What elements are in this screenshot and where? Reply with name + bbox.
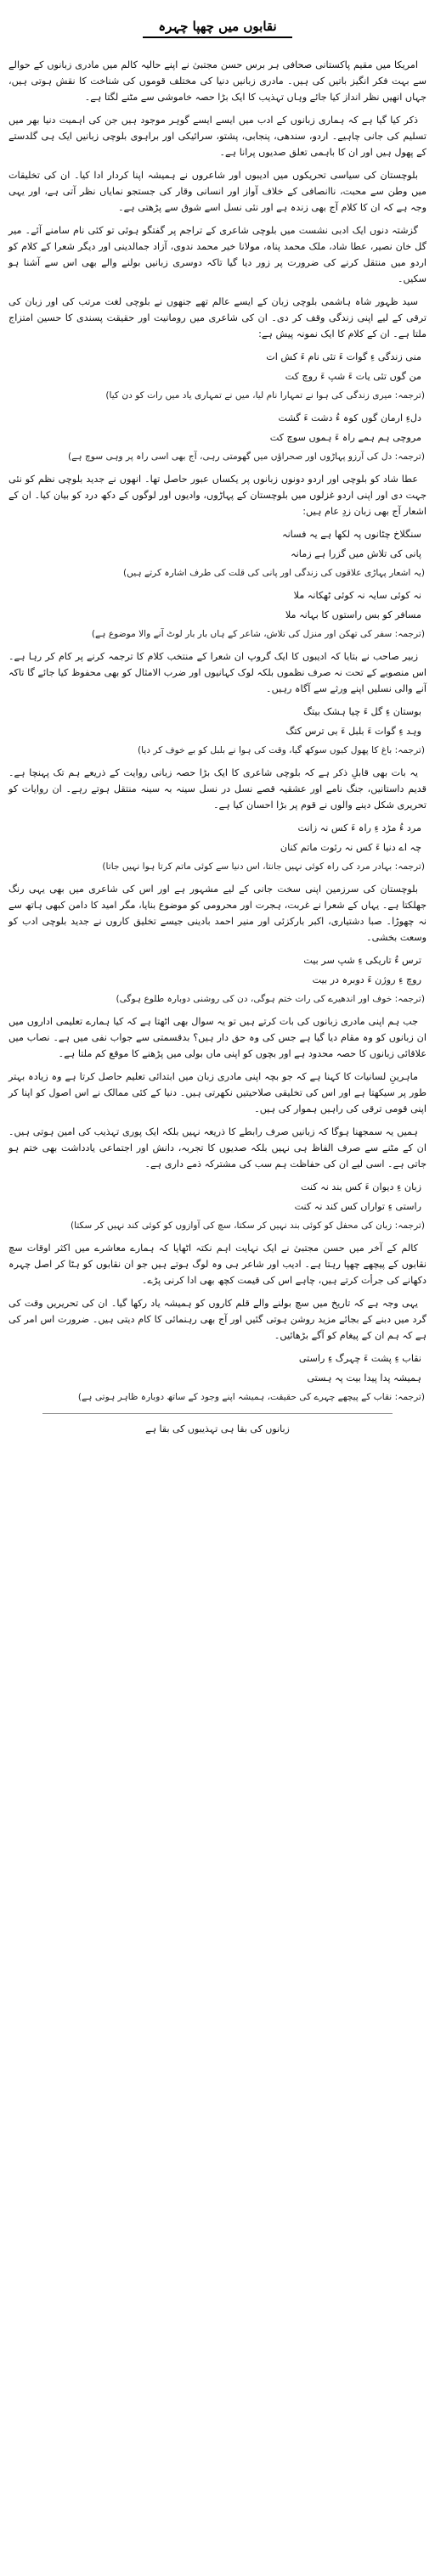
verse-translation: (ترجمہ: میری زندگی کی ہوا نے تمہارا نام لیا، میں نے تمہاری یاد میں رات کو دن کیا) — [105, 390, 425, 401]
closing-divider — [42, 1413, 393, 1414]
poem-verse: بوستان ءِ گل ءَ چیا ہشک بیتگ — [302, 706, 421, 718]
poem-verse: دلءِ ارمان گوں کوہ ءُ دشت ءَ گشت — [278, 412, 421, 424]
verse-translation: (ترجمہ: سفر کی تھکن اور منزل کی تلاش، شاعر کے ہاں بار بار لوٹ آنے والا موضوع ہے) — [91, 629, 425, 640]
poem-verse: زبان ءِ دیوان ءَ کس بند نہ کنت — [300, 1181, 421, 1193]
poem-verse: مسافر کو بس راستوں کا بہانہ ملا — [285, 609, 421, 621]
article-paragraph: بلوچستان کی سرزمین اپنی سخت جانی کے لیے مشہور ہے اور اس کی شاعری میں بھی یہی رنگ جھلکتا ہے۔ یہاں کے شعرا نے غربت، ہجرت اور محرومی کو موضوع بنایا، مگر امید کا دامن کبھی ہاتھ سے نہ چھوڑا۔ صبا دشتیاری، اکبر بارکزئی اور منیر احمد بادینی جیسے تخلیق کاروں نے جدید بلوچی ادب کو وسعت بخشی۔ — [8, 884, 427, 944]
poem-verse: نقاب ءِ پشت ءَ چہرگ ءِ راستی — [298, 1353, 421, 1365]
poem-verse: روچ ءِ روژن ءَ دوبرہ در بیت — [312, 974, 421, 986]
verse-translation: (یہ اشعار پہاڑی علاقوں کی زندگی اور پانی کی قلت کی طرف اشارہ کرتے ہیں) — [123, 568, 425, 579]
article-body — [8, 57, 427, 1405]
article-paragraph: یہی وجہ ہے کہ تاریخ میں سچ بولنے والے قلم کاروں کو ہمیشہ یاد رکھا گیا۔ ان کی تحریریں وقت کی گرد میں دبنے کے بجائے مزید روشن ہوتی گئیں اور آج بھی رہنمائی کا کام دیتی ہیں۔ ضرورت اس امر کی ہے کہ ہم ان کے پیغام کو آگے بڑھائیں۔ — [8, 1298, 427, 1342]
poem-verse: منی زندگی ءِ گوات ءَ تئی نام ءَ کش ات — [266, 351, 421, 363]
closing-line: زبانوں کی بقا ہی تہذیبوں کی بقا ہے — [145, 1423, 290, 1435]
verse-translation: (ترجمہ: زبان کی محفل کو کوئی بند نہیں کر سکتا، سچ کی آوازوں کو کوئی کند نہیں کر سکتا) — [70, 1221, 425, 1232]
article-paragraph: زبیر صاحب نے بتایا کہ ادیبوں کا ایک گروپ ان شعرا کے منتخب کلام کا ترجمہ کرنے پر کام کر رہا ہے۔ اس منصوبے کے تحت نہ صرف نظموں بلکہ لوک کہانیوں اور ضرب الامثال کو بھی محفوظ کیا جائے گا تاکہ آنے والی نسلیں اپنے ورثے سے آگاہ رہیں۔ — [8, 651, 427, 695]
article-paragraph: ہمیں یہ سمجھنا ہوگا کہ زبانیں صرف رابطے کا ذریعہ نہیں بلکہ ایک پوری تہذیب کی امین ہوتی ہیں۔ ان کے مٹنے سے صرف الفاظ ہی نہیں بلکہ صدیوں کا تجربہ، دانش اور اجتماعی یادداشت بھی ختم ہو جاتی ہے۔ اسی لیے ان کی حفاظت ہم سب کی مشترکہ ذمے داری ہے۔ — [8, 1126, 427, 1170]
verse-translation: (ترجمہ: بہادر مرد کی راہ کوئی نہیں جانتا، اس دنیا سے کوئی ماتم کرتا ہوا نہیں جاتا) — [102, 861, 425, 873]
article-paragraph: یہ بات بھی قابلِ ذکر ہے کہ بلوچی شاعری کا ایک بڑا حصہ زبانی روایت کے ذریعے ہم تک پہنچا ہے۔ قدیم داستانیں، جنگ نامے اور عشقیہ قصے نسل در نسل سینہ بہ سینہ منتقل ہوتے رہے۔ ان روایات کو تحریری شکل دینے والوں نے قوم پر بڑا احسان کیا ہے۔ — [8, 767, 427, 811]
article-paragraph: بلوچستان کی سیاسی تحریکوں میں ادیبوں اور شاعروں نے ہمیشہ اپنا کردار ادا کیا۔ ان کی تخلیقات میں وطن سے محبت، ناانصافی کے خلاف آواز اور انسانی وقار کی جستجو نمایاں نظر آتی ہے، اور یہی وجہ ہے کہ ان کا کلام آج بھی زندہ ہے اور نئی نسل اسے شوق سے پڑھتی ہے۔ — [8, 170, 427, 214]
article-headline: نقابوں میں چھپا چہرہ — [143, 19, 291, 38]
article-paragraph: ماہرینِ لسانیات کا کہنا ہے کہ جو بچہ اپنی مادری زبان میں ابتدائی تعلیم حاصل کرتا ہے وہ زیادہ بہتر طور پر سیکھتا ہے اور اس کی تخلیقی صلاحیتیں نکھرتی ہیں۔ دنیا کے کئی ممالک نے اس اصول کو اپنا کر اپنی قومی ترقی کی راہیں ہموار کی ہیں۔ — [8, 1071, 427, 1115]
poem-verse: چہ اے دنیا ءَ کس نہ رئوت ماتم کنان — [280, 842, 421, 854]
poem-verse: سنگلاخ چٹانوں پہ لکھا ہے یہ فسانہ — [282, 529, 421, 541]
article-paragraph: کالم کے آخر میں حسن مجتبیٰ نے ایک نہایت اہم نکتہ اٹھایا کہ ہمارے معاشرے میں اکثر اوقات سچ نقابوں کے پیچھے چھپا رہتا ہے۔ ادیب اور شاعر ہی وہ لوگ ہوتے ہیں جو ان نقابوں کو ہٹا کر اصل چہرہ دکھانے کی جرأت کرتے ہیں، چاہے اس کی قیمت کچھ بھی ادا کرنی پڑے۔ — [8, 1243, 427, 1287]
article-paragraph: سید ظہور شاہ ہاشمی بلوچی زبان کے ایسے عالم تھے جنھوں نے بلوچی لغت مرتب کی اور زبان کی ترقی کے لیے اپنی زندگی وقف کر دی۔ ان کی شاعری میں رومانیت اور حقیقت پسندی کا حسین امتزاج ملتا ہے۔ ان کے کلام کا ایک نمونہ پیش ہے: — [8, 296, 427, 340]
verse-translation: (ترجمہ: دل کی آرزو پہاڑوں اور صحراؤں میں گھومتی رہی، آج بھی اسی راہ پر وہی سوچ ہے) — [68, 452, 425, 463]
article-paragraph: ذکر کیا گیا ہے کہ ہماری زبانوں کے ادب میں ایسے ایسے گوہر موجود ہیں جن کی اہمیت دنیا بھر میں تسلیم کی جانی چاہیے۔ اردو، سندھی، پنجابی، پشتو، سرائیکی اور براہوی بلوچی زبانیں ایک ہی گلدستے کے پھول ہیں اور ان کا باہمی تعلق صدیوں پرانا ہے۔ — [8, 115, 427, 159]
headline-wrap — [8, 7, 427, 57]
article-paragraph: امریکا میں مقیم پاکستانی صحافی ہر برس حسن مجتبیٰ نے اپنے حالیہ کالم میں مادری زبانوں کے حوالے سے بہت فکر انگیز باتیں کی ہیں۔ مادری زبانیں دنیا کی مختلف قوموں کی شناخت کا نقش ہوتی ہیں، جہاں انھیں نظر انداز کیا جائے وہاں تہذیب کا ایک بڑا حصہ خاموشی سے مٹنے لگتا ہے۔ — [8, 59, 427, 104]
poem-verse: راستی ءِ تواراں کس کند نہ کنت — [294, 1201, 421, 1213]
poem-verse: ترس ءُ تاریکی ءِ شپ سر بیت — [303, 955, 421, 967]
poem-verse: مروچی ہم ہمے راہ ءَ ہموں سوچ کت — [269, 432, 421, 444]
poem-verse: وہد ءِ گوات ءَ بلبل ءَ بی ترس کتگ — [285, 726, 421, 738]
verse-translation: (ترجمہ: باغ کا پھول کیوں سوکھ گیا، وقت کی ہوا نے بلبل کو بے خوف کر دیا) — [138, 745, 425, 756]
poem-verse: پانی کی تلاش میں گزرا ہے زمانہ — [291, 548, 421, 560]
poem-verse: نہ کوئی سایہ نہ کوئی ٹھکانہ ملا — [293, 590, 421, 602]
verse-translation: (ترجمہ: خوف اور اندھیرے کی رات ختم ہوگی، دن کی روشنی دوبارہ طلوع ہوگی) — [116, 994, 425, 1005]
article-paragraph: عطا شاد کو بلوچی اور اردو دونوں زبانوں پر یکساں عبور حاصل تھا۔ انھوں نے جدید بلوچی نظم کو نئی جہت دی اور اپنی اردو غزلوں میں بلوچستان کے پہاڑوں، وادیوں اور لوگوں کے دکھ درد کو بیان کیا۔ ان کے اشعار آج بھی زبان زدِ عام ہیں: — [8, 474, 427, 518]
poem-verse: من گوں تئی یات ءَ شپ ءَ روچ کت — [285, 371, 421, 383]
article-paragraph: جب ہم اپنی مادری زبانوں کی بات کرتے ہیں تو یہ سوال بھی اٹھتا ہے کہ کیا ہمارے تعلیمی اداروں میں ان زبانوں کو وہ مقام دیا گیا ہے جس کی وہ حق دار ہیں؟ بدقسمتی سے جواب نفی میں ہے۔ نصاب میں علاقائی زبانوں کا حصہ محدود ہے اور بچوں کو اپنی ماں بولی میں پڑھنے کا موقع کم ملتا ہے۔ — [8, 1016, 427, 1060]
article-paragraph: گزشتہ دنوں ایک ادبی نشست میں بلوچی شاعری کے تراجم پر گفتگو ہوئی تو کئی نام سامنے آئے۔ میر گل خان نصیر، عطا شاد، ملک محمد پناہ، مولانا خیر محمد ندوی، آزاد جمالدینی اور دیگر شعرا کے کلام کو اردو میں منتقل کرنے کی ضرورت پر زور دیا گیا تاکہ دوسری زبانیں بولنے والے بھی اس سے آشنا ہو سکیں۔ — [8, 225, 427, 285]
poem-verse: مرد ءُ مڑد ءِ راہ ءَ کس نہ زانت — [297, 822, 421, 834]
verse-translation: (ترجمہ: نقاب کے پیچھے چہرے کی حقیقت، ہمیشہ اپنے وجود کے ساتھ دوبارہ ظاہر ہوتی ہے) — [77, 1392, 425, 1403]
poem-verse: ہمیشہ پدا پیدا بیت پہ ہستی — [307, 1372, 421, 1384]
